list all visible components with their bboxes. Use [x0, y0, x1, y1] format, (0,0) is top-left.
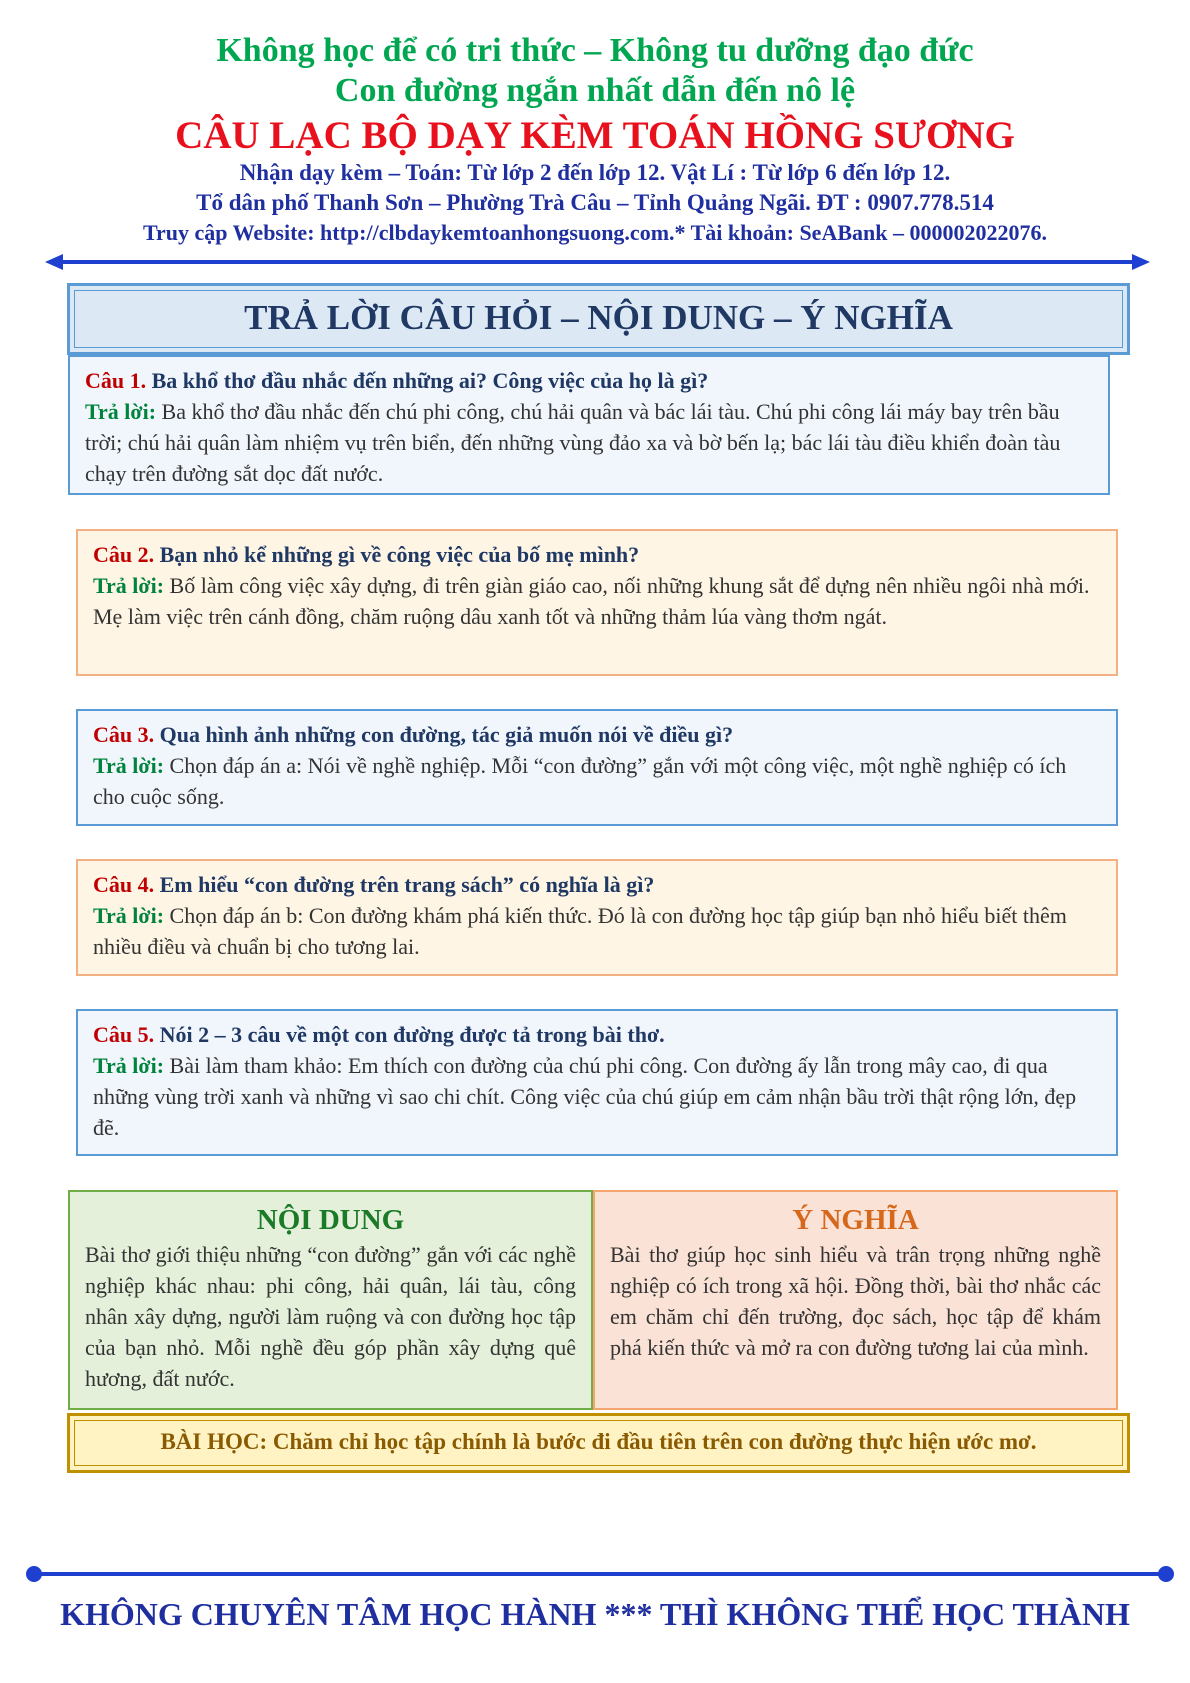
question-card-3 — [76, 709, 1118, 826]
answer-label: Trả lời: — [93, 753, 165, 778]
question-1 — [85, 365, 1093, 396]
answer-label: Trả lời: — [93, 903, 165, 928]
question-card-4 — [76, 859, 1118, 976]
meaning-panel — [593, 1190, 1118, 1410]
club-info-address: Tổ dân phố Thanh Sơn – Phường Trà Câu – Tỉnh Quảng Ngãi. ĐT : 0907.778.514 — [196, 190, 994, 215]
question-text: Qua hình ảnh những con đường, tác giả muốn nói về điều gì? — [159, 722, 734, 747]
title-banner — [67, 283, 1130, 355]
question-card-5 — [76, 1009, 1118, 1156]
answer-text: Bố làm công việc xây dựng, đi trên giàn giáo cao, nối những khung sắt để dựng nên nhiều ngôi nhà mới. Mẹ làm việc trên cánh đồng, chăm ruộng dâu xanh tốt và những thảm lúa vàng thơm ngát. — [93, 573, 1090, 629]
club-info-website: Truy cập Website: http://clbdaykemtoanhongsuong.com.* Tài khoản: SeABank – 000002022076. — [143, 220, 1047, 245]
question-number: Câu 2. — [93, 542, 155, 567]
meaning-heading: Ý NGHĨA — [792, 1204, 919, 1236]
answer-4 — [93, 900, 1101, 962]
answer-text: Chọn đáp án a: Nói về nghề nghiệp. Mỗi “con đường” gắn với một công việc, một nghề nghiệp có ích cho cuộc sống. — [93, 753, 1067, 809]
answer-label: Trả lời: — [93, 573, 165, 598]
answer-text: Ba khổ thơ đầu nhắc đến chú phi công, chú hải quân và bác lái tàu. Chú phi công lái máy bay trên bầu trời; chú hải quân làm nhiệm vụ trên biển, đến những vùng đảo xa và bờ bến lạ; bác lái tàu điều khiển đoàn tàu chạy trên đường sắt dọc đất nước. — [85, 399, 1061, 486]
club-info-subjects: Nhận dạy kèm – Toán: Từ lớp 2 đến lớp 12. Vật Lí : Từ lớp 6 đến lớp 12. — [239, 160, 951, 185]
header-divider-arrow — [45, 252, 1150, 272]
question-card-1 — [68, 355, 1110, 495]
question-5 — [93, 1019, 1101, 1050]
footer-divider-line — [25, 1564, 1175, 1584]
question-number: Câu 1. — [85, 368, 147, 393]
question-card-2 — [76, 529, 1118, 676]
content-panel — [68, 1190, 593, 1410]
answer-text: Chọn đáp án b: Con đường khám phá kiến thức. Đó là con đường học tập giúp bạn nhỏ hiểu biết thêm nhiều điều và chuẩn bị cho tương lai. — [93, 903, 1067, 959]
slogan-line-1: Không học để có tri thức – Không tu dưỡng đạo đức — [216, 32, 974, 69]
lesson-text: BÀI HỌC: Chăm chỉ học tập chính là bước đi đầu tiên trên con đường thực hiện ước mơ. — [160, 1429, 1037, 1454]
question-4 — [93, 869, 1101, 900]
question-3 — [93, 719, 1101, 750]
page-title: TRẢ LỜI CÂU HỎI – NỘI DUNG – Ý NGHĨA — [244, 298, 953, 337]
lesson-banner — [67, 1413, 1130, 1473]
content-text: Bài thơ giới thiệu những “con đường” gắn với các nghề nghiệp khác nhau: phi công, hải quân, lái tàu, công nhân xây dựng, người làm ruộng và con đường học tập của bạn nhỏ. Mỗi nghề đều góp phần xây dựng quê hương, đất nước. — [85, 1242, 576, 1391]
content-heading: NỘI DUNG — [256, 1204, 405, 1236]
answer-2 — [93, 570, 1101, 632]
footer-motto: KHÔNG CHUYÊN TÂM HỌC HÀNH *** THÌ KHÔNG THỂ HỌC THÀNH — [60, 1596, 1130, 1632]
answer-3 — [93, 750, 1101, 812]
question-text: Em hiểu “con đường trên trang sách” có nghĩa là gì? — [159, 872, 655, 897]
answer-text: Bài làm tham khảo: Em thích con đường của chú phi công. Con đường ấy lẫn trong mây cao, đi qua những vùng trời xanh và những vì sao chi chít. Công việc của chú giúp em cảm nhận bầu trời thật rộng lớn, đẹp đẽ. — [93, 1053, 1077, 1140]
slogan-line-2: Con đường ngắn nhất dẫn đến nô lệ — [334, 72, 856, 109]
question-text: Ba khổ thơ đầu nhắc đến những ai? Công việc của họ là gì? — [151, 368, 709, 393]
question-number: Câu 5. — [93, 1022, 155, 1047]
question-number: Câu 4. — [93, 872, 155, 897]
question-text: Nói 2 – 3 câu về một con đường được tả trong bài thơ. — [159, 1022, 665, 1047]
question-2 — [93, 539, 1101, 570]
question-number: Câu 3. — [93, 722, 155, 747]
answer-5 — [93, 1050, 1101, 1143]
club-name: CÂU LẠC BỘ DẠY KÈM TOÁN HỒNG SƯƠNG — [175, 114, 1015, 157]
question-text: Bạn nhỏ kể những gì về công việc của bố mẹ mình? — [159, 542, 640, 567]
answer-label: Trả lời: — [85, 399, 157, 424]
answer-1 — [85, 396, 1093, 489]
answer-label: Trả lời: — [93, 1053, 165, 1078]
meaning-text: Bài thơ giúp học sinh hiểu và trân trọng những nghề nghiệp có ích trong xã hội. Đồng thời, bài thơ nhắc các em chăm chỉ đến trường, đọc sách, học tập để khám phá kiến thức và mở ra con đường tương lai của mình. — [610, 1242, 1101, 1360]
